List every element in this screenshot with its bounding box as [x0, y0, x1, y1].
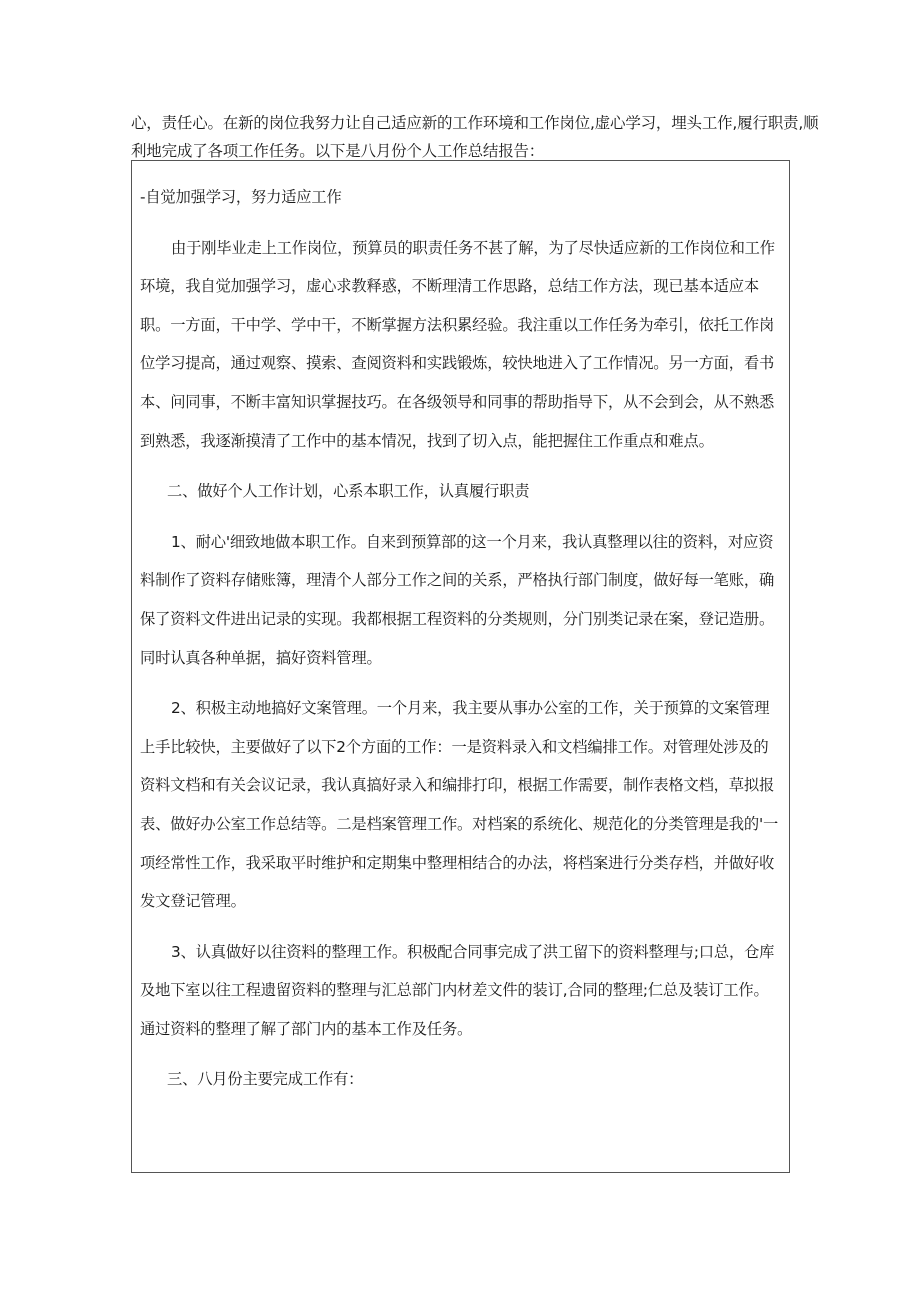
section-2-item-1: 1、耐心'细致地做本职工作。自来到预算部的这一个月来，我认真整理以往的资料，对应资料制作了资料存储账簿，理清个人部分工作之间的关系，严格执行部门制度，做好每一笔账，确保了资料文件进出记录的实现。我都根据工程资料的分类规则，分门别类记录在案，登记造册。同时认真各种单据，搞好资料管理。 — [140, 532, 775, 667]
intro-line-1: 心，责任心。在新的岗位我努力让自己适应新的工作环境和工作岗位,虚心学习，埋头工作,履行职责,顺 — [131, 114, 819, 132]
intro-paragraph — [131, 109, 819, 165]
section-3-title: 三、八月份主要完成工作有： — [167, 1070, 364, 1089]
section-2-title: 二、做好个人工作计划，心系本职工作，认真履行职责 — [167, 482, 530, 501]
section-1-title: -自觉加强学习，努力适应工作 — [140, 188, 342, 206]
section-2-item-3: 3、认真做好以往资料的整理工作。积极配合同事完成了洪工留下的资料整理与;口总，仓库及地下室以往工程遗留资料的整理与汇总部门内材差文件的装订,合同的整理;仁总及装订工作。通过资料的整理了解了部门内的基本工作及任务。 — [140, 942, 775, 1038]
section-1-body: 由于刚毕业走上工作岗位，预算员的职责任务不甚了解，为了尽快适应新的工作岗位和工作环境，我自觉加强学习，虚心求教释惑，不断理清工作思路，总结工作方法，现已基本适应本职。一方面，干中学、学中干，不断掌握方法积累经验。我注重以工作任务为牵引，依托工作岗位学习提高，通过观察、摸索、查阅资料和实践锻炼，较快地进入了工作情况。另一方面，看书本、问同事，不断丰富知识掌握技巧。在各级领导和同事的帮助指导下，从不会到会，从不熟悉到熟悉，我逐渐摸清了工作中的基本情况，找到了切入点，能把握住工作重点和难点。 — [140, 238, 775, 450]
section-2-item-2: 2、积极主动地搞好文案管理。一个月来，我主要从事办公室的工作，关于预算的文案管理上手比较快，主要做好了以下2个方面的工作：一是资料录入和文档编排工作。对管理处涉及的资料文档和有关会议记录，我认真搞好录入和编排打印，根据工作需要，制作表格文档，草拟报表、做好办公室工作总结等。二是档案管理工作。对档案的系统化、规范化的分类管理是我的'一项经常性工作，我采取平时维护和定期集中整理相结合的办法，将档案进行分类存档，并做好收发文登记管理。 — [140, 699, 779, 911]
intro-line-2: 利地完成了各项工作任务。以下是八月份个人工作总结报告： — [131, 142, 545, 160]
report-frame — [131, 160, 790, 1173]
